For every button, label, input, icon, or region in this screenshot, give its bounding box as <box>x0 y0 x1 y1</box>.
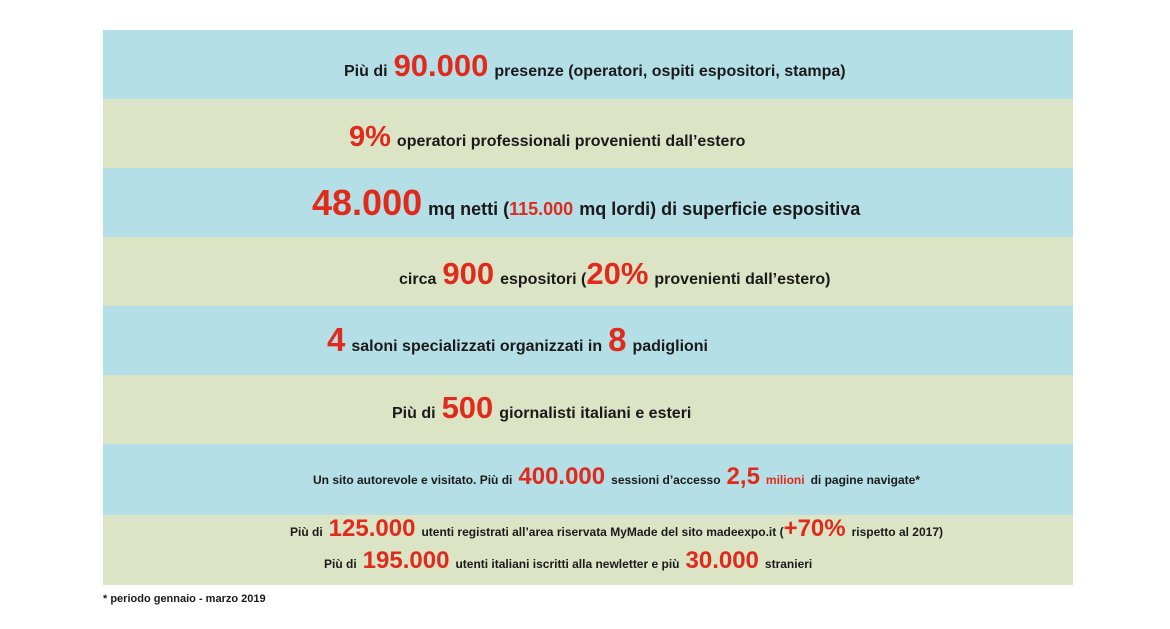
stat-prefix: Più di <box>344 63 388 80</box>
stat-suffix: rispetto al 2017) <box>851 525 943 539</box>
stat-value: 195.000 <box>362 547 450 574</box>
stat-prefix: Un sito autorevole e visitato. Più di <box>313 473 513 487</box>
stat-line-saloni <box>327 321 708 359</box>
stat-band-presenze <box>103 30 1073 99</box>
stat-suffix: padiglioni <box>632 338 708 355</box>
stat-value-secondary: +70% <box>783 515 846 542</box>
stat-line-utenti-registrati <box>290 515 943 543</box>
stat-value: 48.000 <box>312 182 423 223</box>
stat-line-operatori-estero <box>349 121 745 154</box>
stat-line-espositori <box>399 256 830 292</box>
stat-text: saloni specializzati organizzati in <box>351 338 603 355</box>
stat-band-operatori-estero <box>103 99 1073 168</box>
footnote: * periodo gennaio - marzo 2019 <box>103 593 266 605</box>
stat-line-giornalisti <box>392 390 691 426</box>
stat-prefix: Più di <box>324 557 357 571</box>
stat-value: 500 <box>441 390 494 425</box>
stat-suffix: giornalisti italiani e esteri <box>499 405 692 422</box>
stats-panel <box>103 30 1073 585</box>
stat-text: espositori ( <box>500 271 587 288</box>
stat-value: 90.000 <box>393 48 489 83</box>
stat-band-saloni <box>103 306 1073 375</box>
stat-prefix: circa <box>399 271 437 288</box>
stat-line-presenze <box>344 48 846 84</box>
stat-value: 125.000 <box>328 515 416 542</box>
stat-prefix: Più di <box>392 405 436 422</box>
stat-prefix: Più di <box>290 525 323 539</box>
stat-value-secondary: 115.000 <box>509 199 574 219</box>
stat-value-secondary: 8 <box>608 321 627 358</box>
stat-suffix: stranieri <box>764 557 813 571</box>
stat-value: 900 <box>442 256 495 291</box>
stat-suffix: presenze (operatori, ospiti espositori, stampa) <box>494 63 846 80</box>
stat-band-espositori <box>103 237 1073 306</box>
stat-band-utenti <box>103 515 1073 585</box>
stat-value: 400.000 <box>518 463 606 490</box>
stat-suffix: mq lordi) di superficie espositiva <box>579 199 861 219</box>
stat-line-superficie <box>312 182 860 224</box>
stat-suffix: operatori professionali provenienti dall’estero <box>396 133 746 150</box>
stat-line-sito <box>313 463 920 491</box>
stat-text: utenti italiani iscritti alla newletter e più <box>455 557 680 571</box>
stat-value-secondary: 2,5 <box>726 463 760 490</box>
stat-band-superficie <box>103 168 1073 237</box>
stat-suffix: di pagine navigate* <box>810 473 920 487</box>
stat-line-newsletter <box>324 547 812 575</box>
stat-text: utenti registrati all’area riservata MyMade del sito madeexpo.it ( <box>421 525 784 539</box>
stat-value-unit: milioni <box>765 473 805 487</box>
stat-value-secondary: 20% <box>586 256 649 291</box>
stat-value: 9% <box>349 121 391 153</box>
stat-text: mq netti ( <box>428 199 510 219</box>
stat-band-sito <box>103 444 1073 515</box>
stat-text: sessioni d’accesso <box>611 473 721 487</box>
stat-suffix: provenienti dall’estero) <box>654 271 831 288</box>
stat-band-giornalisti <box>103 375 1073 444</box>
stat-value: 4 <box>327 321 346 358</box>
stat-value-secondary: 30.000 <box>685 547 759 574</box>
